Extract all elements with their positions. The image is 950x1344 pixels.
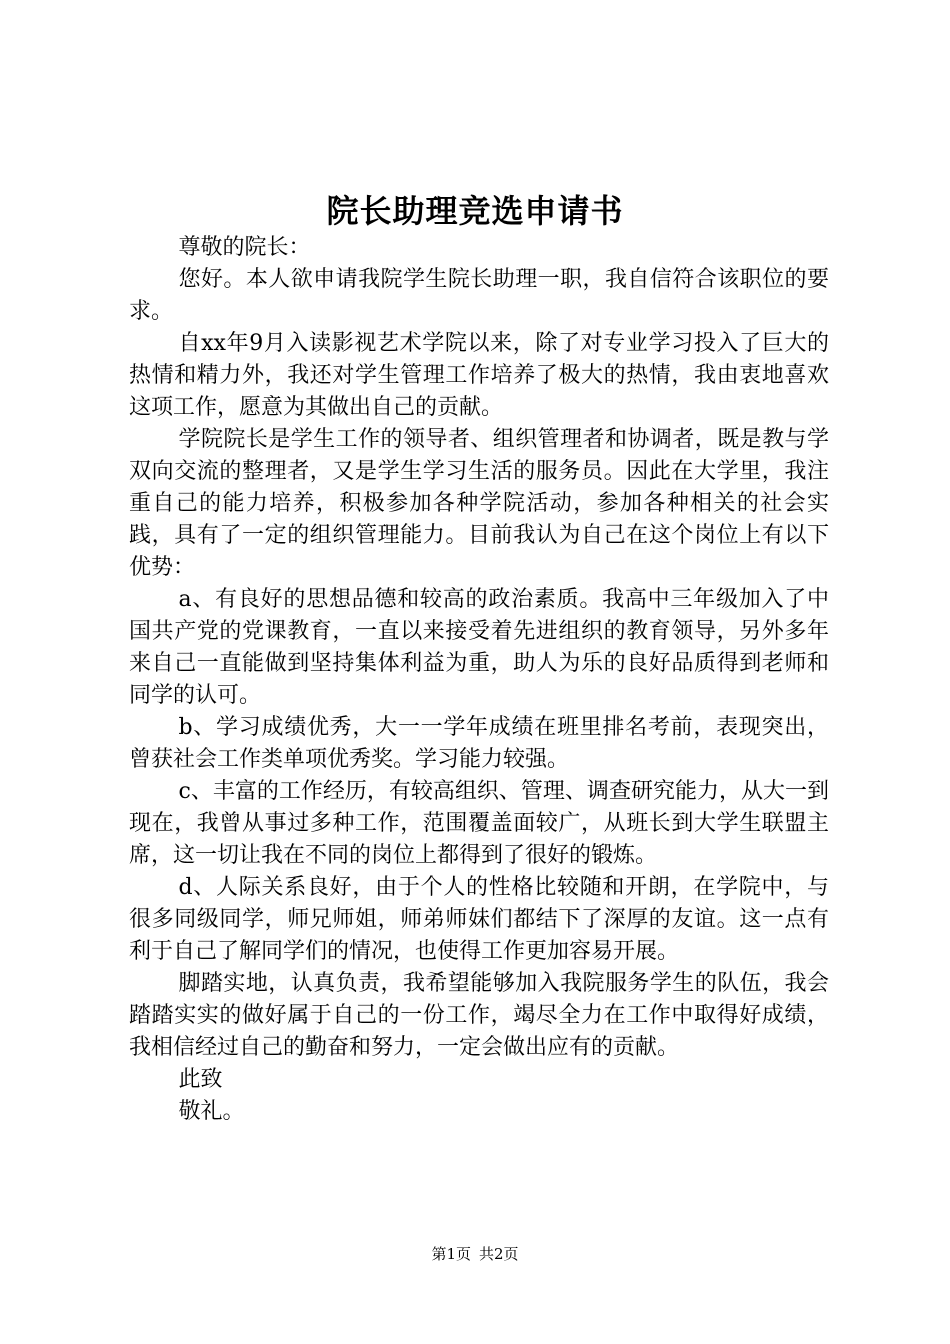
paragraph: 您好。本人欲申请我院学生院长助理一职，我自信符合该职位的要求。 (129, 267, 829, 324)
salutation: 尊敬的院长： (178, 235, 311, 260)
page-footer (0, 1243, 950, 1264)
paragraph: 脚踏实地，认真负责，我希望能够加入我院服务学生的队伍，我会踏踏实实的做好属于自己的一份工作，竭尽全力在工作中取得好成绩，我相信经过自己的勤奋和努力，一定会做出应有的贡献。 (129, 971, 829, 1060)
document-title: 院长助理竞选申请书 (326, 192, 624, 230)
paragraph: 学院院长是学生工作的领导者、组织管理者和协调者，既是教与学双向交流的整理者，又是学生学习生活的服务员。因此在大学里，我注重自己的能力培养，积极参加各种学院活动，参加各种相关的社会实践，具有了一定的组织管理能力。目前我认为自己在这个岗位上有以下优势： (129, 427, 829, 580)
closing-regards: 敬礼。 (178, 1099, 245, 1124)
paragraph: 自xx年9月入读影视艺术学院以来，除了对专业学习投入了巨大的热情和精力外，我还对学生管理工作培养了极大的热情，我由衷地喜欢这项工作，愿意为其做出自己的贡献。 (129, 331, 829, 420)
page-total: 共2页 (479, 1245, 519, 1263)
paragraph: d、人际关系良好，由于个人的性格比较随和开朗，在学院中，与很多同级同学，师兄师姐，师弟师妹们都结下了深厚的友谊。这一点有利于自己了解同学们的情况，也使得工作更加容易开展。 (129, 875, 829, 964)
paragraph: b、学习成绩优秀，大一一学年成绩在班里排名考前，表现突出，曾获社会工作类单项优秀奖。学习能力较强。 (129, 715, 829, 772)
page-number: 第1页 (431, 1245, 471, 1263)
closing-line: 此致 (178, 1067, 223, 1092)
paragraph: a、有良好的思想品德和较高的政治素质。我高中三年级加入了中国共产党的党课教育，一直以来接受着先进组织的教育领导，另外多年来自己一直能做到坚持集体利益为重，助人为乐的良好品质得到老师和同学的认可。 (129, 587, 829, 708)
document-body (129, 232, 829, 1128)
paragraph: c、丰富的工作经历，有较高组织、管理、调查研究能力，从大一到现在，我曾从事过多种工作，范围覆盖面较广，从班长到大学生联盟主席，这一切让我在不同的岗位上都得到了很好的锻炼。 (129, 779, 829, 868)
